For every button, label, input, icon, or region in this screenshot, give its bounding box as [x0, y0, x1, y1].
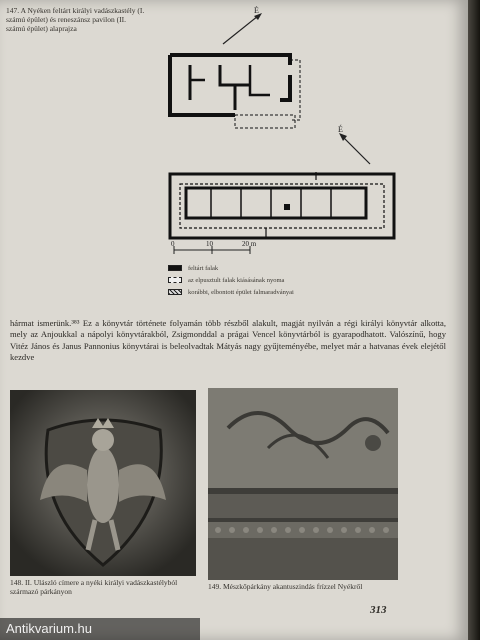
scale-tick-10: 10 [206, 240, 213, 248]
body-paragraph: hármat ismerünk.³⁸³ Ez a könyvtár története folyamán több részből alakult, magját nyilván a régi királyi könyvtár alkotta, mely az Anjoukkal a nápolyi könyvtárakból, Zsigmonddal a prágai Vencel könyvtárból is gyarapodhatott. Valószínű, hogy Vitéz János és Janus Pannonius könyvtárai is beleolvadtak Mátyás nagy gyűjteményébe, melyet már a hatvanas évek elejétől kezdve [10, 318, 446, 362]
figure-147-caption: 147. A Nyéken feltárt királyi vadászkastély (I. számú épület) és reneszánsz pavilon (II. számú épület) alaprajza [6, 6, 145, 33]
watermark-logo: Antikvarium.hu [0, 618, 200, 640]
north-label-bottom: É [338, 125, 343, 134]
floor-plan-building-1 [160, 40, 310, 135]
legend-item-earlier [168, 286, 388, 298]
north-label-top: É [254, 6, 259, 15]
floor-plan-pavilion-2 [166, 168, 398, 264]
legend-swatch-hatched [168, 289, 182, 295]
figure-149-caption: 149. Mészkőpárkány akantuszindás frízzel Nyékről [208, 582, 363, 591]
legend-label: korábbi, elbontott épület falmaradványai [188, 288, 294, 296]
photo-coat-of-arms [10, 390, 196, 576]
figure-148-caption: 148. II. Ulászló címere a nyéki királyi vadászkastélyból származó párkányon [10, 578, 178, 596]
legend-label: az elpusztult falak kiásásának nyoma [188, 276, 285, 284]
legend-swatch-dashed [168, 277, 182, 283]
scale-tick-20: 20 m [242, 240, 257, 248]
scale-tick-0: 0 [171, 240, 175, 248]
page-number: 313 [370, 604, 387, 616]
legend-swatch-solid [168, 265, 182, 271]
book-spine-shadow [468, 0, 480, 640]
legend-label: feltárt falak [188, 264, 219, 272]
plan-legend [168, 262, 388, 298]
eagle-relief-image [10, 390, 196, 576]
legend-item-trace [168, 274, 388, 286]
photo-limestone-cornice [208, 388, 398, 580]
legend-item-walls [168, 262, 388, 274]
north-arrow-bottom [334, 124, 374, 166]
cornice-relief-image [208, 388, 398, 580]
